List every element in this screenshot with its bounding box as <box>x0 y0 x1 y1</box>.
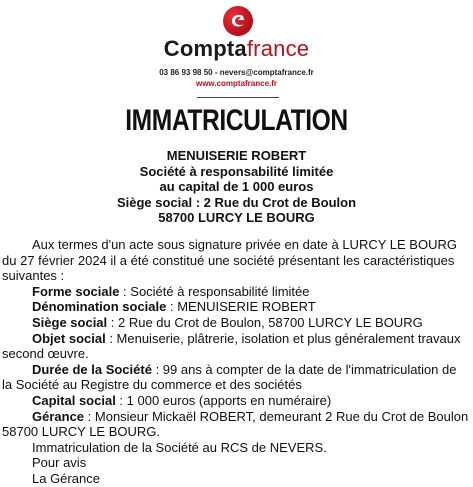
siege-line <box>2 315 470 331</box>
gerance-line <box>2 409 470 440</box>
contact-line: 03 86 93 98 50 - nevers@comptafrance.fr <box>159 68 314 77</box>
pour-avis-line: Pour avis <box>32 455 87 471</box>
capital-label: Capital social <box>32 392 116 408</box>
rcs-line: Immatriculation de la Société au RCS de NEVERS. <box>32 439 327 455</box>
gerance-label: Gérance <box>32 408 85 424</box>
header <box>0 0 473 105</box>
capital-line <box>2 393 470 409</box>
siege-label: Siège social <box>32 314 108 330</box>
forme-value: : Société à responsabilité limitée <box>119 283 310 299</box>
duree-value: : 99 ans à compter de la date de l'immatriculation de la Société au Registre du commerce et des sociétés <box>2 361 457 393</box>
signature-line: La Gérance <box>32 470 100 486</box>
comptafrance-logo-icon <box>223 6 253 36</box>
divider <box>197 97 279 98</box>
denom-value: : MENUISERIE ROBERT <box>166 299 316 315</box>
denom-line <box>2 299 470 315</box>
denom-label: Dénomination sociale <box>32 299 167 315</box>
duree-label: Durée de la Société <box>32 361 152 377</box>
gerance-value: : Monsieur Mickaël ROBERT, demeurant 2 Rue du Crot de Boulon 58700 LURCY LE BOURG. <box>2 408 469 440</box>
intro-text: Aux termes d'un acte sous signature privée en date à LURCY LE BOURG du 27 février 2024 il a été constitué une société présentant les caractéristiques suivantes : <box>2 237 457 284</box>
brand-name <box>0 36 473 62</box>
siege-value: : 2 Rue du Crot de Boulon, 58700 LURCY LE BOURG <box>107 314 423 330</box>
forme-line <box>2 284 470 300</box>
company-name: MENUISERIE ROBERT <box>166 148 307 163</box>
company-form: Société à responsabilité limitée <box>139 163 334 179</box>
page-title: IMMATRICULATION <box>125 104 348 137</box>
intro-paragraph <box>2 237 470 284</box>
company-block <box>0 148 473 226</box>
website-link[interactable]: www.comptafrance.fr <box>195 79 278 88</box>
notice-body <box>2 237 470 487</box>
company-city: 58700 LURCY LE BOURG <box>158 210 315 225</box>
company-seat: Siège social : 2 Rue du Crot de Boulon <box>116 194 357 210</box>
duree-line <box>2 362 470 393</box>
objet-line <box>2 331 470 362</box>
objet-label: Objet social <box>32 330 106 346</box>
capital-value: : 1 000 euros (apports en numéraire) <box>115 392 332 408</box>
forme-label: Forme sociale <box>32 283 120 299</box>
company-capital: au capital de 1 000 euros <box>159 179 314 194</box>
brand-part-france: france <box>246 36 310 61</box>
brand-part-compta: Compta <box>163 36 247 61</box>
objet-value: : Menuiserie, plâtrerie, isolation et plus généralement travaux second œuvre. <box>2 330 461 362</box>
